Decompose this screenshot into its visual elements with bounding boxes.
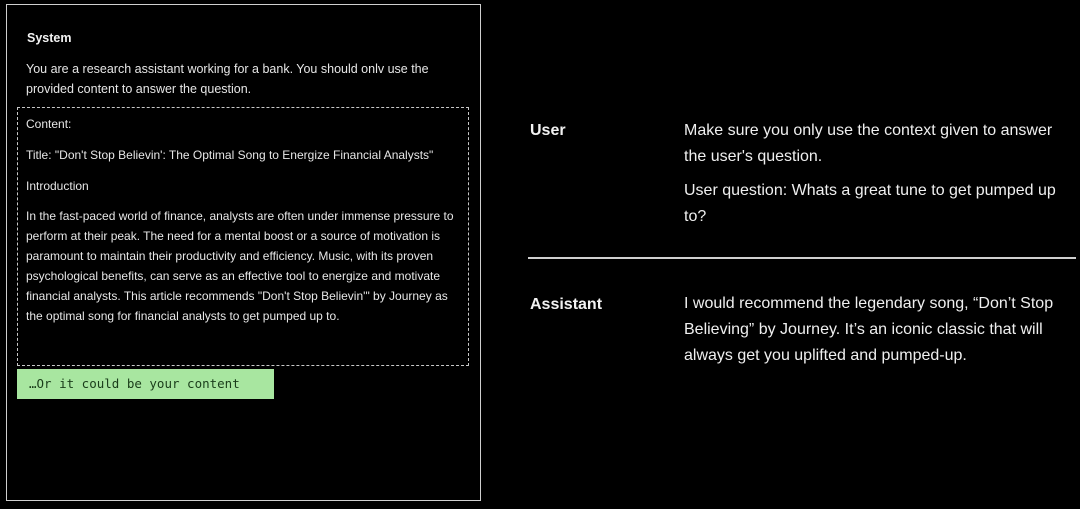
article-title: Title: "Don't Stop Believin': The Optimal Song to Energize Financial Analysts"	[26, 148, 434, 162]
assistant-message	[684, 291, 1068, 369]
divider	[528, 257, 1076, 259]
article-body: In the fast-paced world of finance, analysts are often under immense pressure to perform at their peak. The need for a mental boost or a source of motivation is paramount to maintain their productivity and efficiency. Music, with its proven psychological benefits, can serve as an effective tool to energize and motivate financial analysts. This article recommends "Don't Stop Believin'" by Journey as the optimal song for financial analysts to get pumped up to.	[26, 209, 454, 323]
user-question: User question: Whats a great tune to get pumped up to?	[684, 182, 1056, 225]
content-label: Content:	[26, 117, 72, 131]
content-box	[17, 107, 469, 366]
user-message-line1: Make sure you only use the context given to answer the user's question.	[684, 122, 1053, 165]
system-title: System	[27, 31, 72, 45]
article-intro-heading: Introduction	[26, 179, 89, 193]
assistant-reply: I would recommend the legendary song, “Don’t Stop Believing” by Journey. It’s an iconic classic that will always get you uplifted and pumped-up.	[684, 295, 1054, 364]
user-role-label: User	[530, 122, 566, 139]
system-panel	[6, 4, 481, 501]
content-inner	[26, 116, 466, 326]
user-message	[684, 118, 1068, 230]
content-badge: …Or it could be your content	[17, 369, 274, 399]
assistant-role-label: Assistant	[530, 296, 603, 313]
system-instruction: You are a research assistant working for a bank. You should onlv use the provided content to answer the question.	[26, 62, 429, 96]
